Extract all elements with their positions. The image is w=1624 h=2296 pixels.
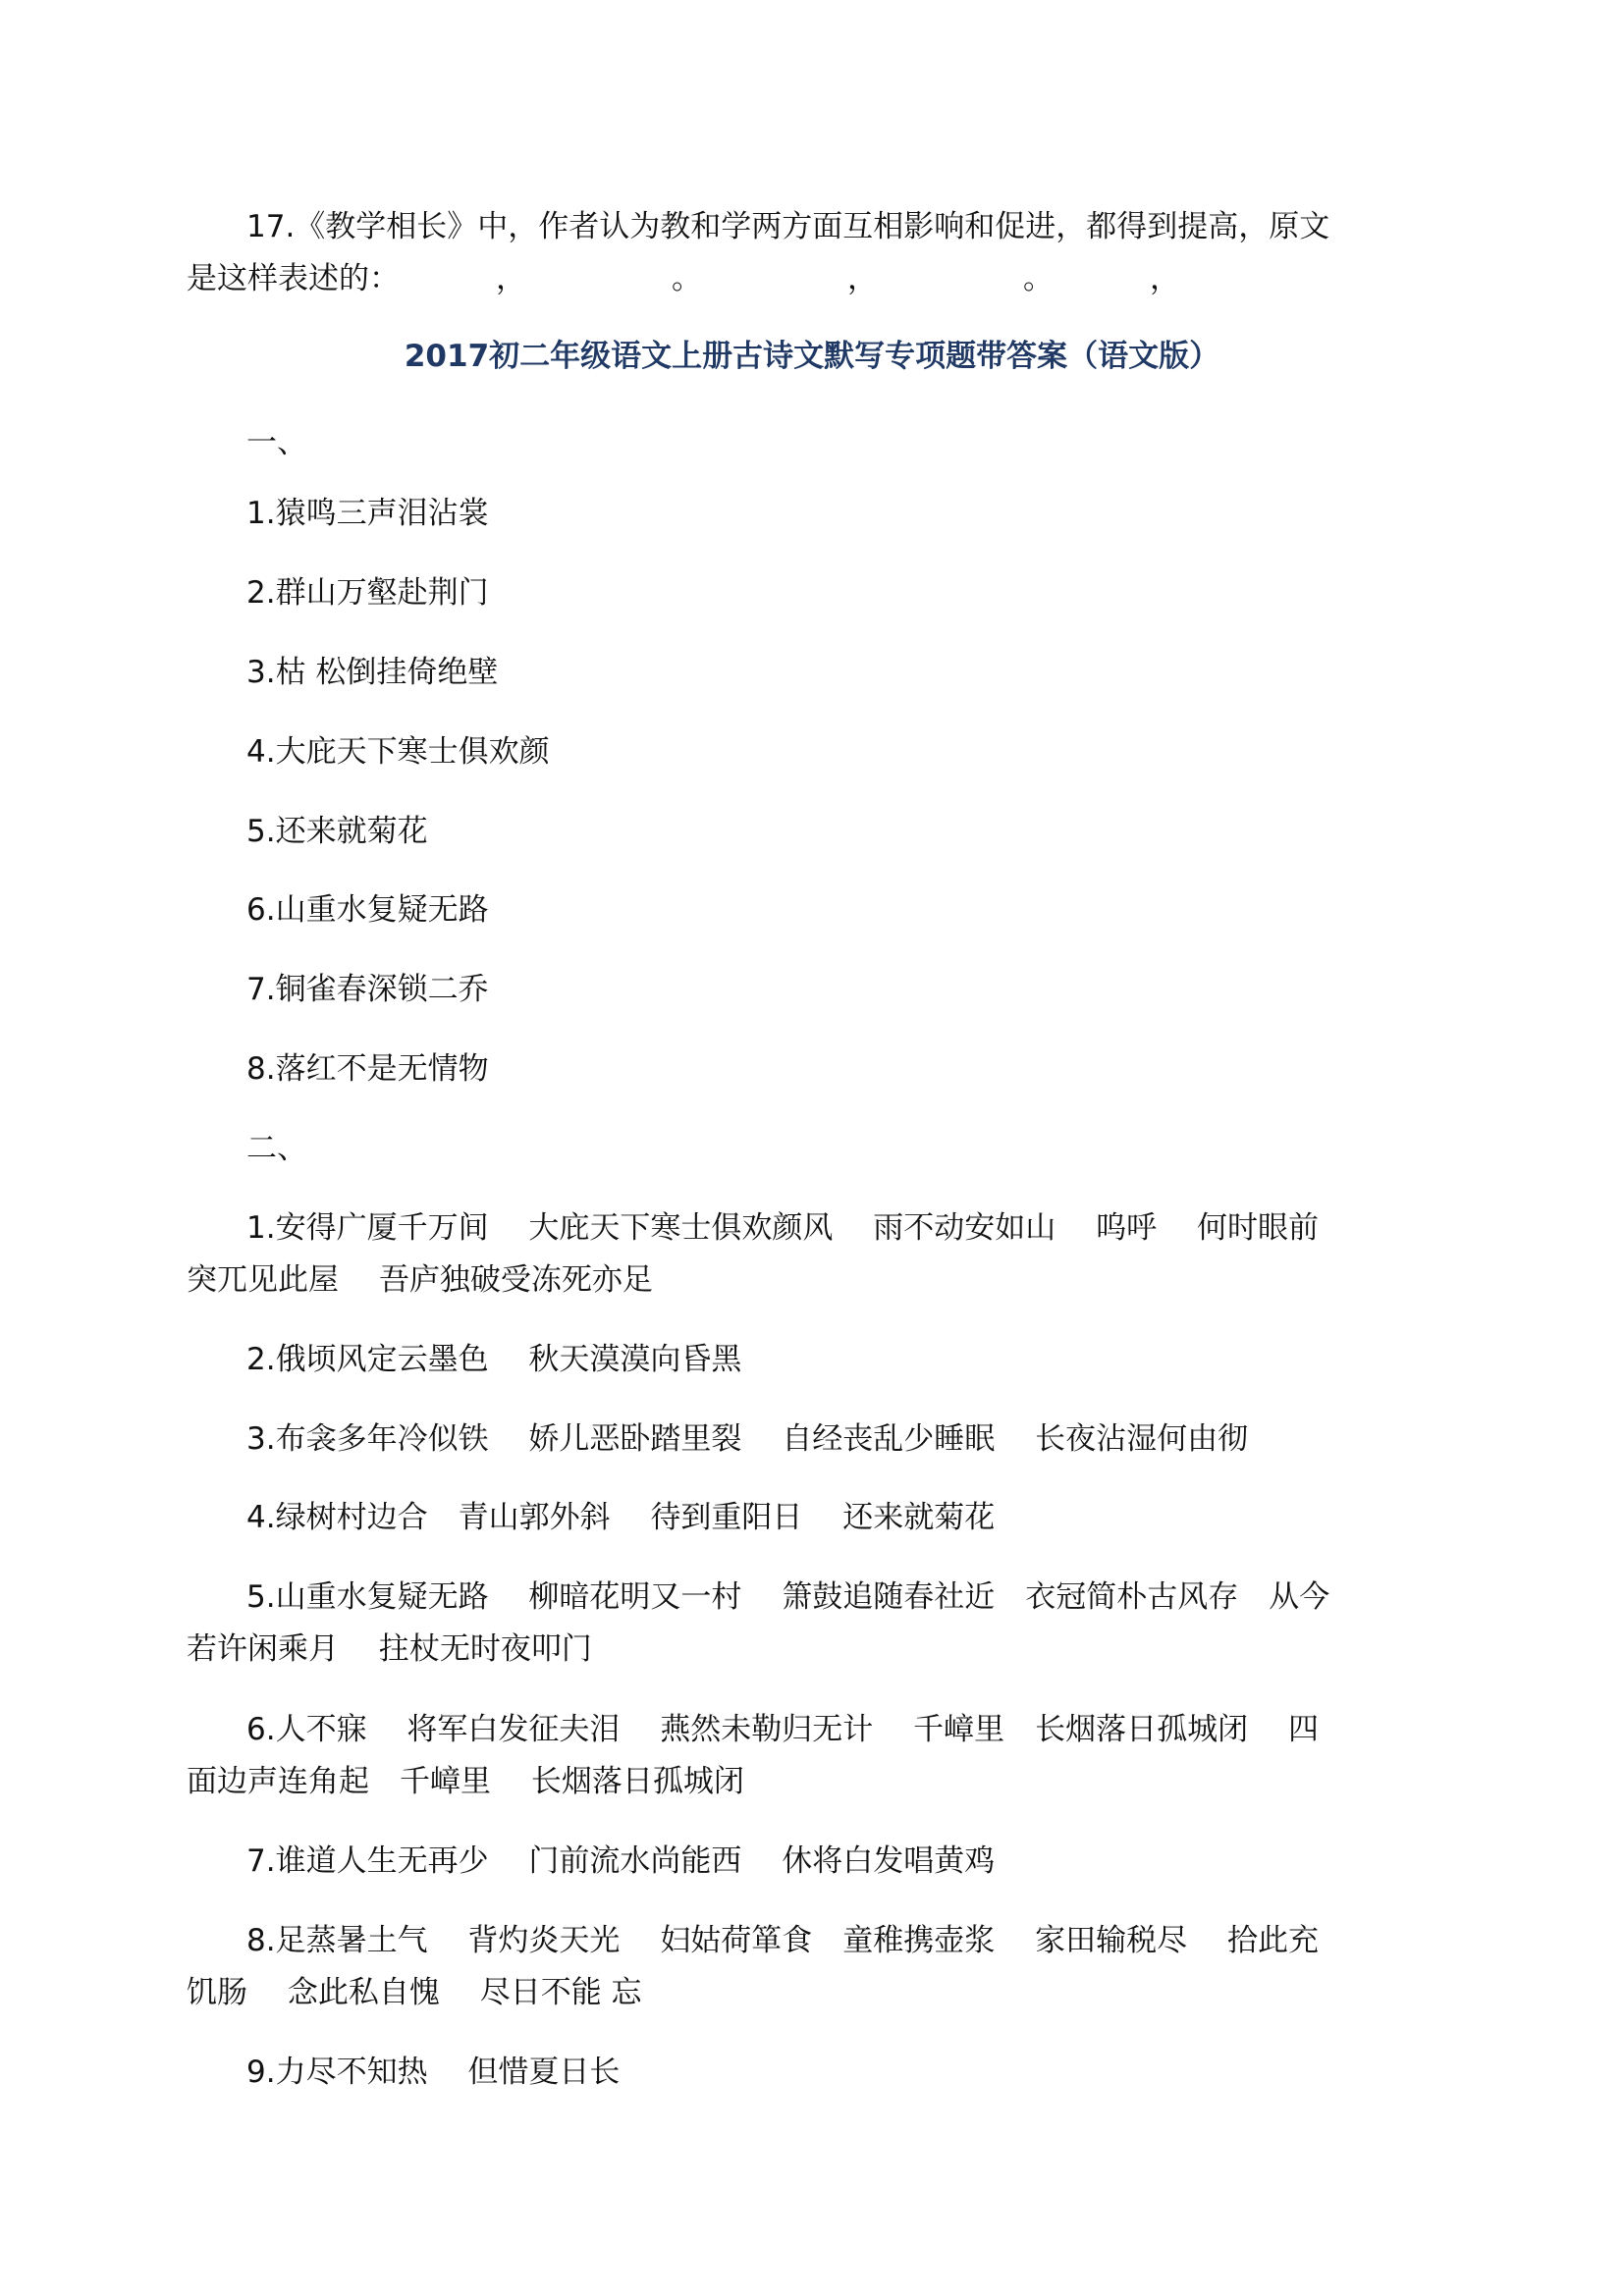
section-2-item-4: 4.绿树村边合 青山郭外斜 待到重阳日 还来就菊花 [246, 1500, 996, 1535]
section-1-heading: 一、 [246, 425, 307, 460]
section-2-item-9: 9.力尽不知热 但惜夏日长 [246, 2055, 621, 2090]
punct-2: 。 [672, 261, 702, 296]
section-1-item-7: 7.铜雀春深锁二乔 [246, 972, 489, 1007]
section-2-item-5-line2: 若许闲乘月 拄杖无时夜叩门 [187, 1631, 592, 1667]
section-2-item-1-line2: 突兀见此屋 吾庐独破受冻死亦足 [187, 1262, 653, 1298]
punct-3: ， [847, 261, 878, 296]
section-1-item-1: 1.猿鸣三声泪沾裳 [246, 496, 489, 531]
section-2-item-2: 2.俄顷风定云墨色 秋天漠漠向昏黑 [246, 1342, 742, 1377]
page-title: 2017初二年级语文上册古诗文默写专项题带答案（语文版） [404, 339, 1220, 374]
section-2-item-3: 3.布衾多年冷似铁 娇儿恶卧踏里裂 自经丧乱少睡眠 长夜沾湿何由彻 [246, 1421, 1249, 1457]
section-2-item-8-line1: 8.足蒸暑土气 背灼炎天光 妇姑荷箪食 童稚携壶浆 家田输税尽 拾此充 [246, 1923, 1319, 1958]
punct-5: ， [1150, 261, 1180, 296]
punct-4: 。 [1023, 261, 1054, 296]
section-1-item-5: 5.还来就菊花 [246, 814, 428, 849]
section-2-item-6-line1: 6.人不寐 将军白发征夫泪 燕然未勒归无计 千嶂里 长烟落日孤城闭 四 [246, 1712, 1319, 1747]
question-17-line1: 17.《教学相长》中，作者认为教和学两方面互相影响和促进，都得到提高，原文 [246, 209, 1330, 244]
question-17 [187, 201, 1385, 305]
section-2-item-6 [187, 1704, 1385, 1808]
question-17-prefix: 是这样表述的： [187, 261, 400, 296]
section-1-item-3: 3.枯 松倒挂倚绝壁 [246, 655, 499, 690]
section-1-item-4: 4.大庇天下寒士俱欢颜 [246, 734, 550, 770]
section-1-item-2: 2.群山万壑赴荆门 [246, 575, 489, 611]
section-2-item-5-line1: 5.山重水复疑无路 柳暗花明又一村 箫鼓追随春社近 衣冠简朴古风存 从今 [246, 1579, 1330, 1615]
section-2-item-8-line2: 饥肠 念此私自愧 尽日不能 忘 [187, 1975, 642, 2010]
section-2-item-6-line2: 面边声连角起 千嶂里 长烟落日孤城闭 [187, 1764, 744, 1799]
section-1-item-8: 8.落红不是无情物 [246, 1051, 489, 1087]
section-2-item-1-line1: 1.安得广厦千万间 大庇天下寒士俱欢颜风 雨不动安如山 呜呼 何时眼前 [246, 1210, 1319, 1246]
section-1-item-6: 6.山重水复疑无路 [246, 892, 489, 928]
section-2-item-7: 7.谁道人生无再少 门前流水尚能西 休将白发唱黄鸡 [246, 1843, 996, 1879]
question-17-line2 [187, 253, 1385, 305]
punct-1: ， [496, 261, 526, 296]
section-2-item-1 [187, 1202, 1385, 1307]
section-2-item-5 [187, 1572, 1385, 1676]
section-2-item-8 [187, 1915, 1385, 2019]
section-2-heading: 二、 [246, 1131, 307, 1166]
